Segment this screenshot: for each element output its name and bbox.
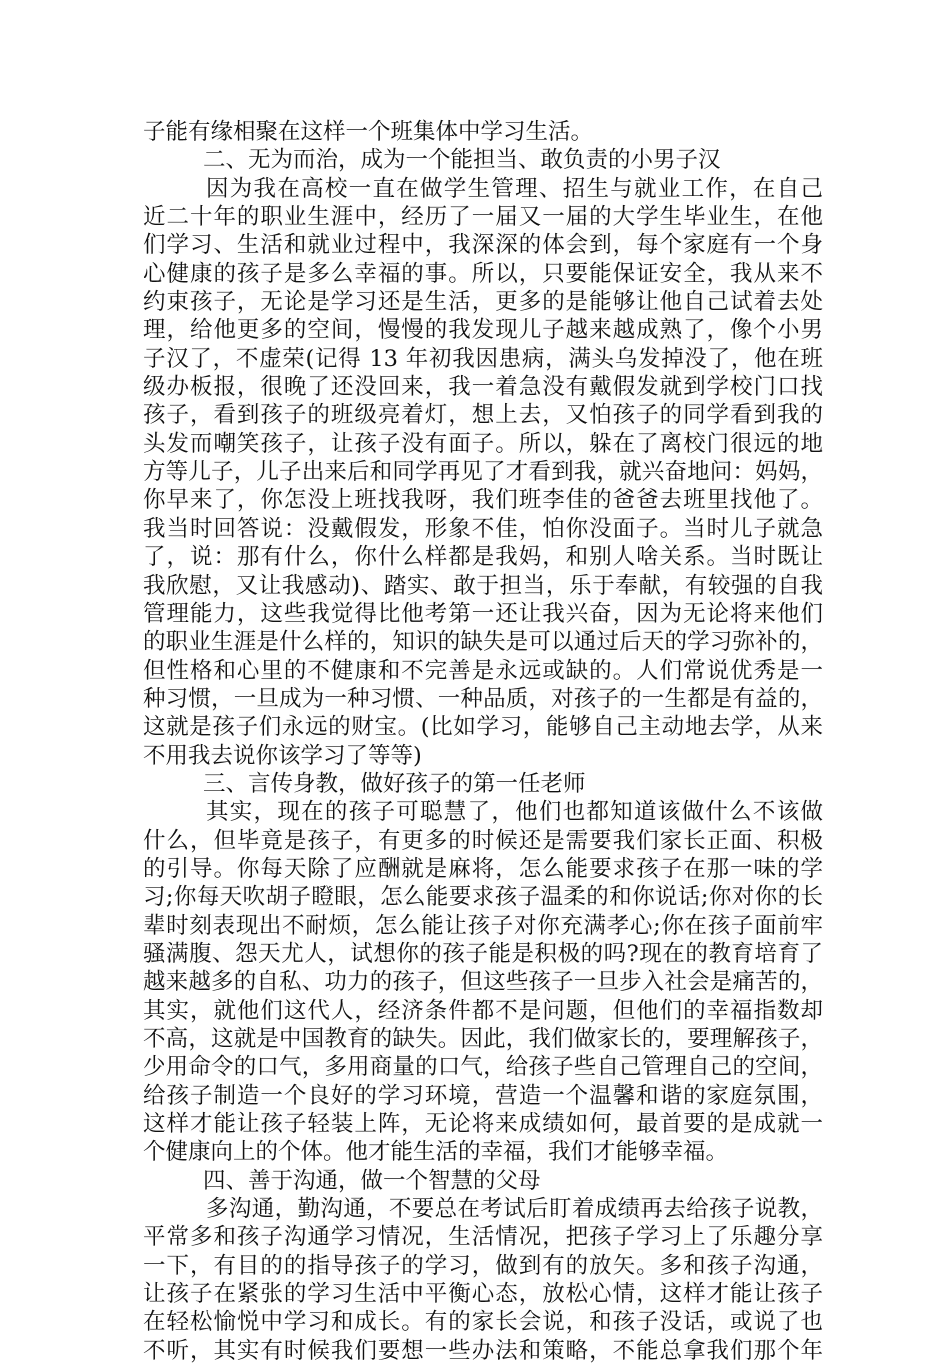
- text-line: 了，说：那有什么，你什么样都是我妈，和别人啥关系。当时既让: [143, 544, 823, 571]
- text-line: 们学习、生活和就业过程中，我深深的体会到，每个家庭有一个身: [143, 232, 823, 259]
- text-line: 约束孩子，无论是学习还是生活，更多的是能够让他自己试着去处: [143, 289, 823, 316]
- text-line: 的引导。你每天除了应酬就是麻将，怎么能要求孩子在那一味的学: [143, 855, 823, 882]
- text-line: 子汉了，不虚荣(记得 13 年初我因患病，满头乌发掉没了，他在班: [143, 345, 823, 372]
- text-line: 个健康向上的个体。他才能生活的幸福，我们才能够幸福。: [143, 1139, 729, 1166]
- text-line: 的职业生涯是什么样的，知识的缺失是可以通过后天的学习弥补的，: [143, 629, 823, 656]
- text-line: 种习惯，一旦成为一种习惯、一种品质，对孩子的一生都是有益的，: [143, 685, 823, 712]
- text-line: 孩子，看到孩子的班级亮着灯，想上去，又怕孩子的同学看到我的: [143, 402, 823, 429]
- section-heading-4: 四、善于沟通，做一个智慧的父母: [203, 1167, 541, 1194]
- text-line: 一下，有目的的指导孩子的学习，做到有的放矢。多和孩子沟通，: [143, 1252, 823, 1279]
- text-line: 这样才能让孩子轻装上阵，无论将来成绩如何，最首要的是成就一: [143, 1111, 823, 1138]
- text-line: 心健康的孩子是多么幸福的事。所以，只要能保证安全，我从来不: [143, 260, 823, 287]
- text-line: 子能有缘相聚在这样一个班集体中学习生活。: [143, 119, 594, 145]
- text-line: 我欣慰，又让我感动)、踏实、敢于担当，乐于奉献，有较强的自我: [143, 572, 823, 599]
- paragraph-first-line: 其实，现在的孩子可聪慧了，他们也都知道该做什么不该做: [206, 799, 823, 826]
- text-line: 越来越多的自私、功力的孩子，但这些孩子一旦步入社会是痛苦的，: [143, 969, 823, 996]
- text-line: 不用我去说你该学习了等等): [143, 742, 422, 769]
- text-line: 在轻松愉悦中学习和成长。有的家长会说，和孩子没话，或说了也: [143, 1309, 823, 1336]
- document-body: [143, 118, 823, 1365]
- section-heading-3: 三、言传身教，做好孩子的第一任老师: [203, 770, 586, 797]
- text-line: 什么，但毕竟是孩子，有更多的时候还是需要我们家长正面、积极: [143, 827, 823, 854]
- paragraph-first-line: 多沟通，勤沟通，不要总在考试后盯着成绩再去给孩子说教，: [206, 1196, 823, 1223]
- text-line: 我当时回答说：没戴假发，形象不佳，怕你没面子。当时儿子就急: [143, 515, 823, 542]
- text-line: 习;你每天吹胡子瞪眼，怎么能要求孩子温柔的和你说话;你对你的长: [143, 884, 823, 911]
- paragraph-first-line: 因为我在高校一直在做学生管理、招生与就业工作，在自己: [206, 175, 823, 202]
- text-line: 级办板报，很晚了还没回来，我一着急没有戴假发就到学校门口找: [143, 374, 823, 401]
- text-line: 让孩子在紧张的学习生活中平衡心态，放松心情，这样才能让孩子: [143, 1281, 823, 1308]
- text-line: 不听，其实有时候我们要想一些办法和策略，不能总拿我们那个年: [143, 1337, 823, 1364]
- section-heading-2: 二、无为而治，成为一个能担当、敢负责的小男子汉: [203, 147, 721, 174]
- text-line: 理，给他更多的空间，慢慢的我发现儿子越来越成熟了，像个小男: [143, 317, 823, 344]
- text-line: 辈时刻表现出不耐烦，怎么能让孩子对你充满孝心;你在孩子面前牢: [143, 912, 823, 939]
- text-line: 不高，这就是中国教育的缺失。因此，我们做家长的，要理解孩子，: [143, 1026, 823, 1052]
- text-line: 你早来了，你怎没上班找我呀，我们班李佳的爸爸去班里找他了。: [143, 487, 823, 514]
- text-line: 骚满腹、怨天尤人，试想你的孩子能是积极的吗?现在的教育培育了: [143, 940, 823, 967]
- text-line: 管理能力，这些我觉得比他考第一还让我兴奋，因为无论将来他们: [143, 600, 823, 627]
- text-line: 方等儿子，儿子出来后和同学再见了才看到我，就兴奋地问：妈妈，: [143, 459, 823, 486]
- text-line: 其实，就他们这代人，经济条件都不是问题，但他们的幸福指数却: [143, 997, 823, 1024]
- text-line: 少用命令的口气，多用商量的口气，给孩子些自己管理自己的空间，: [143, 1054, 823, 1081]
- text-line: 但性格和心里的不健康和不完善是永远或缺的。人们常说优秀是一: [143, 657, 823, 684]
- text-line: 平常多和孩子沟通学习情况，生活情况，把孩子学习上了乐趣分享: [143, 1224, 823, 1251]
- text-line: 近二十年的职业生涯中，经历了一届又一届的大学生毕业生，在他: [143, 204, 823, 231]
- text-line: 这就是孩子们永远的财宝。(比如学习，能够自己主动地去学，从来: [143, 714, 823, 741]
- text-line: 给孩子制造一个良好的学习环境，营造一个温馨和谐的家庭氛围，: [143, 1082, 823, 1109]
- text-line: 头发而嘲笑孩子，让孩子没有面子。所以，躲在了离校门很远的地: [143, 430, 823, 457]
